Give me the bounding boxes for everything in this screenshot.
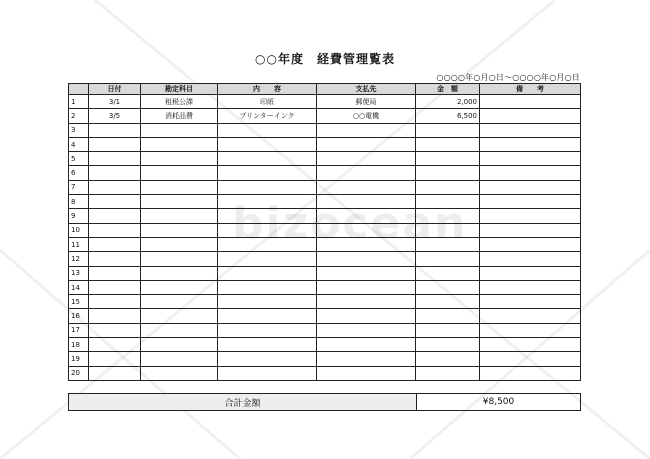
table-row [69, 338, 581, 352]
total-label: 合計金額 [69, 394, 417, 411]
amount-cell [416, 123, 480, 137]
category-cell [141, 252, 218, 266]
memo-cell [480, 295, 581, 309]
content-cell [218, 209, 317, 223]
payee-cell [317, 195, 416, 209]
total-row [69, 394, 581, 411]
row-number: 13 [69, 266, 89, 280]
category-cell [141, 237, 218, 251]
table-row [69, 366, 581, 380]
amount-cell [416, 338, 480, 352]
table-row [69, 252, 581, 266]
date-cell [89, 323, 141, 337]
content-cell [218, 137, 317, 151]
col-header-amount: 金 額 [416, 84, 480, 95]
date-cell [89, 280, 141, 294]
payee-cell [317, 323, 416, 337]
row-number: 18 [69, 338, 89, 352]
date-cell [89, 366, 141, 380]
row-number: 9 [69, 209, 89, 223]
amount-cell [416, 295, 480, 309]
table-row [69, 137, 581, 151]
row-number: 8 [69, 195, 89, 209]
memo-cell [480, 137, 581, 151]
amount-cell [416, 195, 480, 209]
payee-cell [317, 252, 416, 266]
content-cell [218, 338, 317, 352]
memo-cell [480, 338, 581, 352]
table-row [69, 237, 581, 251]
content-cell: プリンターインク [218, 109, 317, 123]
date-cell [89, 180, 141, 194]
amount-cell [416, 280, 480, 294]
amount-cell [416, 323, 480, 337]
payee-cell [317, 152, 416, 166]
row-number: 15 [69, 295, 89, 309]
row-number: 10 [69, 223, 89, 237]
row-number: 11 [69, 237, 89, 251]
content-cell: 印紙 [218, 95, 317, 109]
memo-cell [480, 323, 581, 337]
category-cell [141, 323, 218, 337]
memo-cell [480, 180, 581, 194]
content-cell [218, 166, 317, 180]
category-cell [141, 352, 218, 366]
date-cell [89, 123, 141, 137]
row-number: 5 [69, 152, 89, 166]
content-cell [218, 352, 317, 366]
col-header-memo: 備 考 [480, 84, 581, 95]
payee-cell [317, 123, 416, 137]
memo-cell [480, 237, 581, 251]
content-cell [218, 123, 317, 137]
amount-cell: 6,500 [416, 109, 480, 123]
row-number: 19 [69, 352, 89, 366]
category-cell [141, 266, 218, 280]
table-row [69, 152, 581, 166]
content-cell [218, 266, 317, 280]
row-number: 4 [69, 137, 89, 151]
memo-cell [480, 95, 581, 109]
amount-cell [416, 309, 480, 323]
category-cell [141, 295, 218, 309]
memo-cell [480, 223, 581, 237]
category-cell [141, 180, 218, 194]
row-number: 12 [69, 252, 89, 266]
content-cell [218, 323, 317, 337]
amount-cell [416, 152, 480, 166]
memo-cell [480, 109, 581, 123]
col-header-category: 勘定科目 [141, 84, 218, 95]
memo-cell [480, 280, 581, 294]
payee-cell [317, 352, 416, 366]
table-row [69, 280, 581, 294]
col-header-payee: 支払先 [317, 84, 416, 95]
date-cell [89, 309, 141, 323]
table-row [69, 95, 581, 109]
row-number: 7 [69, 180, 89, 194]
payee-cell [317, 266, 416, 280]
content-cell [218, 309, 317, 323]
date-cell [89, 266, 141, 280]
content-cell [218, 152, 317, 166]
date-cell [89, 166, 141, 180]
date-cell: 3/5 [89, 109, 141, 123]
amount-cell [416, 352, 480, 366]
table-row [69, 309, 581, 323]
row-number: 6 [69, 166, 89, 180]
memo-cell [480, 123, 581, 137]
category-cell [141, 195, 218, 209]
category-cell [141, 209, 218, 223]
document-title: ○○年度 経費管理覧表 [255, 52, 395, 66]
table-header-row [69, 84, 581, 95]
row-number: 17 [69, 323, 89, 337]
table-body [69, 95, 581, 381]
col-header-no [69, 84, 89, 95]
memo-cell [480, 195, 581, 209]
amount-cell [416, 209, 480, 223]
date-cell [89, 352, 141, 366]
col-header-content: 内 容 [218, 84, 317, 95]
amount-cell [416, 223, 480, 237]
table-row [69, 223, 581, 237]
table-row [69, 166, 581, 180]
date-cell [89, 137, 141, 151]
date-cell: 3/1 [89, 95, 141, 109]
category-cell [141, 166, 218, 180]
payee-cell [317, 209, 416, 223]
memo-cell [480, 152, 581, 166]
payee-cell [317, 137, 416, 151]
date-cell [89, 252, 141, 266]
table-row [69, 295, 581, 309]
payee-cell [317, 237, 416, 251]
total-value: ¥8,500 [417, 394, 581, 411]
date-cell [89, 237, 141, 251]
memo-cell [480, 309, 581, 323]
row-number: 16 [69, 309, 89, 323]
memo-cell [480, 266, 581, 280]
payee-cell [317, 166, 416, 180]
category-cell [141, 137, 218, 151]
amount-cell [416, 252, 480, 266]
date-cell [89, 195, 141, 209]
memo-cell [480, 209, 581, 223]
amount-cell [416, 237, 480, 251]
amount-cell [416, 166, 480, 180]
payee-cell [317, 223, 416, 237]
row-number: 3 [69, 123, 89, 137]
payee-cell: ○○電機 [317, 109, 416, 123]
category-cell [141, 223, 218, 237]
table-row [69, 323, 581, 337]
row-number: 2 [69, 109, 89, 123]
amount-cell [416, 366, 480, 380]
payee-cell [317, 295, 416, 309]
memo-cell [480, 252, 581, 266]
watermark-logo: bizocean [232, 198, 468, 249]
row-number: 14 [69, 280, 89, 294]
memo-cell [480, 366, 581, 380]
date-cell [89, 223, 141, 237]
date-cell [89, 295, 141, 309]
table-row [69, 109, 581, 123]
category-cell [141, 280, 218, 294]
date-cell [89, 338, 141, 352]
table-row [69, 180, 581, 194]
content-cell [218, 237, 317, 251]
period-range: ○○○○年○月○日～○○○○年○月○日 [436, 73, 580, 82]
row-number: 1 [69, 95, 89, 109]
amount-cell [416, 266, 480, 280]
col-header-date: 日付 [89, 84, 141, 95]
expense-table [68, 83, 581, 381]
category-cell: 租税公課 [141, 95, 218, 109]
table-row [69, 352, 581, 366]
content-cell [218, 252, 317, 266]
content-cell [218, 280, 317, 294]
amount-cell [416, 137, 480, 151]
content-cell [218, 366, 317, 380]
amount-cell: 2,000 [416, 95, 480, 109]
content-cell [218, 195, 317, 209]
memo-cell [480, 352, 581, 366]
category-cell [141, 152, 218, 166]
table-row [69, 123, 581, 137]
total-table [68, 393, 581, 411]
date-cell [89, 152, 141, 166]
amount-cell [416, 180, 480, 194]
date-cell [89, 209, 141, 223]
content-cell [218, 223, 317, 237]
memo-cell [480, 166, 581, 180]
category-cell [141, 123, 218, 137]
payee-cell: 郵便局 [317, 95, 416, 109]
row-number: 20 [69, 366, 89, 380]
table-row [69, 209, 581, 223]
table-row [69, 266, 581, 280]
content-cell [218, 180, 317, 194]
payee-cell [317, 366, 416, 380]
payee-cell [317, 309, 416, 323]
category-cell: 消耗品費 [141, 109, 218, 123]
category-cell [141, 338, 218, 352]
table-row [69, 195, 581, 209]
payee-cell [317, 338, 416, 352]
content-cell [218, 295, 317, 309]
payee-cell [317, 280, 416, 294]
category-cell [141, 309, 218, 323]
payee-cell [317, 180, 416, 194]
category-cell [141, 366, 218, 380]
